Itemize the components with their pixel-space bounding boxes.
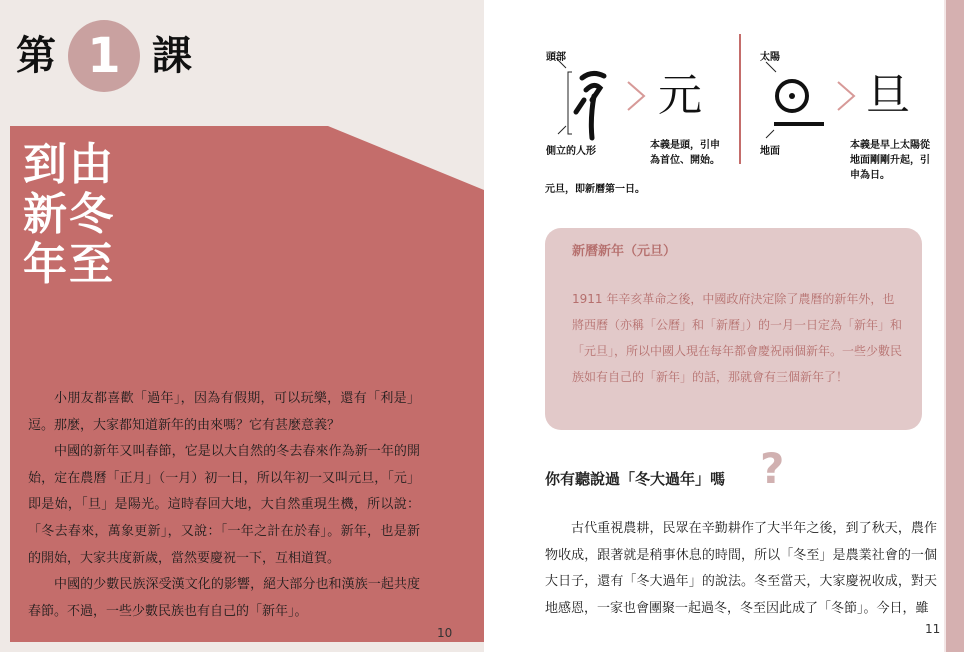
title-column-right: 由 冬 至	[69, 139, 113, 290]
paragraph: 小朋友都喜歡「過年」，因為有假期，可以玩樂，還有「利是」逗。那麼，大家都知道新年的由來嗎？它有甚麼意義？	[28, 391, 420, 433]
chevron-right-icon	[628, 82, 644, 110]
modern-char-dan: 旦	[866, 70, 910, 121]
right-body-text	[545, 516, 937, 622]
oracle-yuan-glyph	[576, 73, 604, 138]
character-diagram	[0, 0, 964, 200]
title-column-left: 到 新 年	[23, 139, 67, 290]
page-number-left: 10	[437, 626, 453, 640]
label-sun: 太陽	[760, 52, 780, 63]
info-box-text: 1911 年辛亥革命之後，中國政府決定除了農曆的新年外，也將西曆（亦稱「公曆」和「新曆」）的一月一日定為「新年」和「元旦」，所以中國人現在每年都會慶祝兩個新年。一些少數民族如有自己的「新年」的話，那就會有三個新年了！	[572, 292, 903, 384]
diagram-divider	[739, 34, 741, 164]
oracle-dan-glyph	[774, 81, 824, 124]
desc-yuan: 本義是頭，引申 為首位、開始。	[650, 140, 720, 166]
lesson-number-badge: 1	[68, 20, 140, 92]
info-box-title: 新曆新年（元旦）	[572, 244, 677, 259]
page-number-right: 11	[925, 622, 941, 636]
label-head: 頭部	[546, 52, 566, 63]
paragraph: 古代重視農耕，民眾在辛勤耕作了大半年之後，到了秋天，農作物收成，跟著就是稍事休息的時間，所以「冬至」是農業社會的一個大日子，還有「冬大過年」的說法。冬至當天，大家慶祝收成，對天地感恩，一家也會團聚一起過冬，冬至因此成了「冬節」。今日，雖	[545, 521, 937, 616]
paragraph: 中國的新年又叫春節，它是以大自然的冬去春來作為新一年的開始，定在農曆「正月」（一月）初一日，所以年初一又叫元旦，「元」即是始，「旦」是陽光。這時春回大地，大自然重現生機，所以說：「冬去春來，萬象更新」，又說：「一年之計在於春」。新年，也是新的開始，大家共度新歲，當然要慶祝一下，互相道賀。	[28, 444, 420, 566]
paragraph: 中國的少數民族深受漢文化的影響，絕大部分也和漢族一起共度春節。不過，一些少數民族也有自己的「新年」。	[28, 577, 420, 619]
info-box	[545, 228, 922, 430]
label-standing-person: 側立的人形	[546, 146, 596, 157]
head-bracket	[556, 58, 572, 134]
question-mark-icon: ?	[760, 444, 785, 493]
modern-char-yuan: 元	[658, 70, 702, 121]
sun-pointer	[766, 62, 776, 138]
diagram-summary: 元旦，即新曆第一日。	[545, 184, 645, 195]
lesson-suffix: 課	[152, 33, 192, 79]
chevron-right-icon	[838, 82, 854, 110]
section-title: 你有聽說過「冬大過年」嗎	[545, 470, 726, 488]
desc-dan: 本義是早上太陽從 地面剛剛升起，引 申為日。	[850, 140, 930, 181]
left-body-text	[28, 386, 420, 625]
label-ground: 地面	[760, 146, 780, 157]
lesson-prefix: 第	[16, 33, 56, 79]
